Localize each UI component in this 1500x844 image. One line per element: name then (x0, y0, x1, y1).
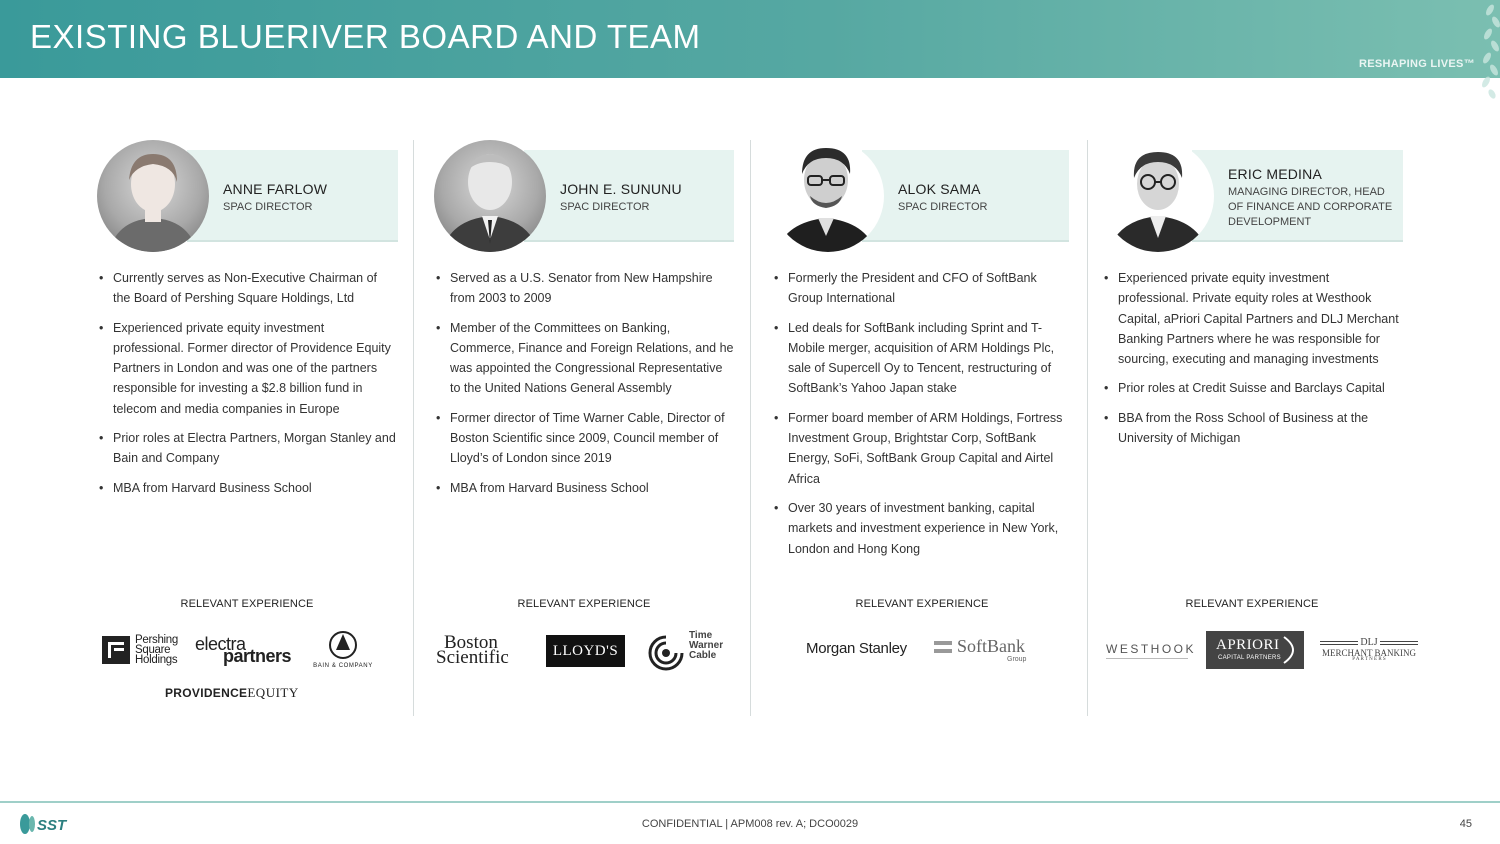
slide-header (0, 0, 1500, 78)
tagline: RESHAPING LIVES™ (1358, 58, 1475, 70)
boston-scientific-logo (436, 634, 528, 670)
electra-partners-logo (195, 634, 305, 668)
bain-emblem-icon (328, 630, 358, 660)
providence-equity-logo (165, 684, 345, 704)
apriori-sub: CAPITAL PARTNERS (1218, 655, 1281, 661)
twc-line-1: Time (689, 630, 713, 641)
boston-word: Boston (444, 632, 498, 653)
bio-bullets (772, 268, 1072, 568)
pershing-line-3: Holdings (135, 654, 178, 666)
dlj-word: DLJ (1360, 637, 1378, 648)
apriori-swoosh-icon (1282, 635, 1302, 665)
equity-word: EQUITY (247, 685, 299, 700)
twc-eye-icon (644, 631, 688, 671)
time-warner-cable-logo (644, 631, 729, 671)
bio-bullet: • Currently serves as Non-Executive Chairman of the Board of Pershing Square Holdings, Ltd (97, 268, 397, 309)
slide-title: EXISTING BLUERIVER BOARD AND TEAM (30, 18, 701, 55)
relevant-experience-label: RELEVANT EXPERIENCE (180, 598, 314, 610)
bain-text: BAIN & COMPANY (313, 663, 373, 669)
leaf-decoration-icon (1470, 0, 1500, 100)
footer-divider (0, 801, 1500, 803)
relevant-experience-label: RELEVANT EXPERIENCE (1185, 598, 1319, 610)
bio-bullet: • MBA from Harvard Business School (97, 478, 397, 498)
person-role: MANAGING DIRECTOR, HEAD OF FINANCE AND CORPORATE DEVELOPMENT (1228, 186, 1393, 228)
westhook-logo: WESTHOOK (1106, 642, 1188, 659)
morgan-stanley-logo: Morgan Stanley (806, 640, 907, 657)
bio-bullets (434, 268, 734, 507)
person-silhouette-icon (1102, 140, 1214, 252)
person-role: SPAC DIRECTOR (898, 201, 988, 213)
portrait-photo (1102, 140, 1214, 252)
partners-word: partners (223, 646, 292, 666)
dlj-line-2: MERCHANT BANKING (1321, 648, 1417, 658)
person-silhouette-icon (434, 140, 546, 252)
person-name: ANNE FARLOW (223, 181, 328, 197)
bio-bullet: • Prior roles at Electra Partners, Morgan Stanley and Bain and Company (97, 428, 397, 469)
bio-bullet: • BBA from the Ross School of Business at the University of Michigan (1102, 408, 1400, 449)
electra-word: electra (195, 634, 246, 654)
bio-bullet: • Former board member of ARM Holdings, Fortress Investment Group, Brightstar Corp, SoftBank Energy, SoFi, SoftBank Group Capital and Airtel Africa (772, 408, 1072, 489)
dlj-line-3: P A R T N E R S (1352, 657, 1386, 662)
dlj-merchant-banking-logo (1320, 638, 1418, 664)
person-card-anne-farlow (97, 140, 434, 716)
bio-bullet: • Experienced private equity investment professional. Former director of Providence Equity Partners in London and was one of the partners responsible for investing a $2.8 billion fund in telecom and media companies in Europe (97, 318, 397, 419)
portrait-photo (97, 140, 209, 252)
pershing-line-2: Square (135, 644, 171, 656)
bio-bullet: • Former director of Time Warner Cable, Director of Boston Scientific since 2009, Council member of Lloyd’s of London since 2019 (434, 408, 734, 469)
pershing-square-icon (102, 636, 132, 666)
softbank-bars-icon (934, 641, 954, 655)
bio-bullets (1102, 268, 1400, 457)
relevant-experience-label: RELEVANT EXPERIENCE (855, 598, 989, 610)
person-card-eric-medina (1087, 140, 1424, 716)
person-name: ERIC MEDINA (1228, 166, 1322, 182)
apriori-word: APRIORI (1216, 637, 1280, 653)
bio-bullet: • Member of the Committees on Banking, Commerce, Finance and Foreign Relations, and he was appointed the Congressional Representative to the United Nations General Assembly (434, 318, 734, 399)
bain-company-logo (307, 630, 379, 672)
person-name: JOHN E. SUNUNU (560, 181, 682, 197)
lloyds-logo: LLOYD'S (546, 635, 625, 667)
bio-bullets (97, 268, 397, 507)
person-card-john-sununu (413, 140, 750, 716)
twc-line-2: Warner (689, 640, 724, 651)
bio-bullet: • Prior roles at Credit Suisse and Barclays Capital (1102, 378, 1400, 398)
bio-bullet: • Experienced private equity investment professional. Private equity roles at Westhook Capital, aPriori Capital Partners and DLJ Merchant Banking Partners where he was responsible for sourcing, executing and managing investments (1102, 268, 1400, 369)
page-number: 45 (1459, 818, 1472, 830)
apriori-logo (1206, 631, 1304, 669)
portrait-photo (772, 140, 884, 252)
bio-bullet: • MBA from Harvard Business School (434, 478, 734, 498)
pershing-line-1: Pershing (135, 634, 178, 646)
bio-bullet: • Served as a U.S. Senator from New Hampshire from 2003 to 2009 (434, 268, 734, 309)
softbank-logo (934, 636, 1034, 666)
providence-word: PROVIDENCE (165, 686, 248, 700)
twc-line-3: Cable (689, 650, 717, 661)
person-card-alok-sama (750, 140, 1087, 716)
scientific-word: Scientific (436, 647, 509, 668)
softbank-word: SoftBank (957, 636, 1026, 656)
relevant-experience-label: RELEVANT EXPERIENCE (517, 598, 651, 610)
portrait-photo (434, 140, 546, 252)
person-role: SPAC DIRECTOR (223, 201, 313, 213)
bio-bullet: • Over 30 years of investment banking, capital markets and investment experience in New York, London and Hong Kong (772, 498, 1072, 559)
bio-bullet: • Led deals for SoftBank including Sprint and T-Mobile merger, acquisition of ARM Holdings Plc, sale of Supercell Oy to Tencent, restructuring of SoftBank’s Yahoo Japan stake (772, 318, 1072, 399)
person-silhouette-icon (772, 140, 884, 252)
confidential-notice: CONFIDENTIAL | APM008 rev. A; DCO0029 (641, 818, 859, 830)
softbank-group: Group (1007, 656, 1027, 663)
sst-logo-text: SST (37, 817, 67, 834)
person-name: ALOK SAMA (898, 181, 981, 197)
bio-bullet: • Formerly the President and CFO of SoftBank Group International (772, 268, 1072, 309)
pershing-square-logo (102, 635, 182, 667)
person-role: SPAC DIRECTOR (560, 201, 650, 213)
person-silhouette-icon (97, 140, 209, 252)
